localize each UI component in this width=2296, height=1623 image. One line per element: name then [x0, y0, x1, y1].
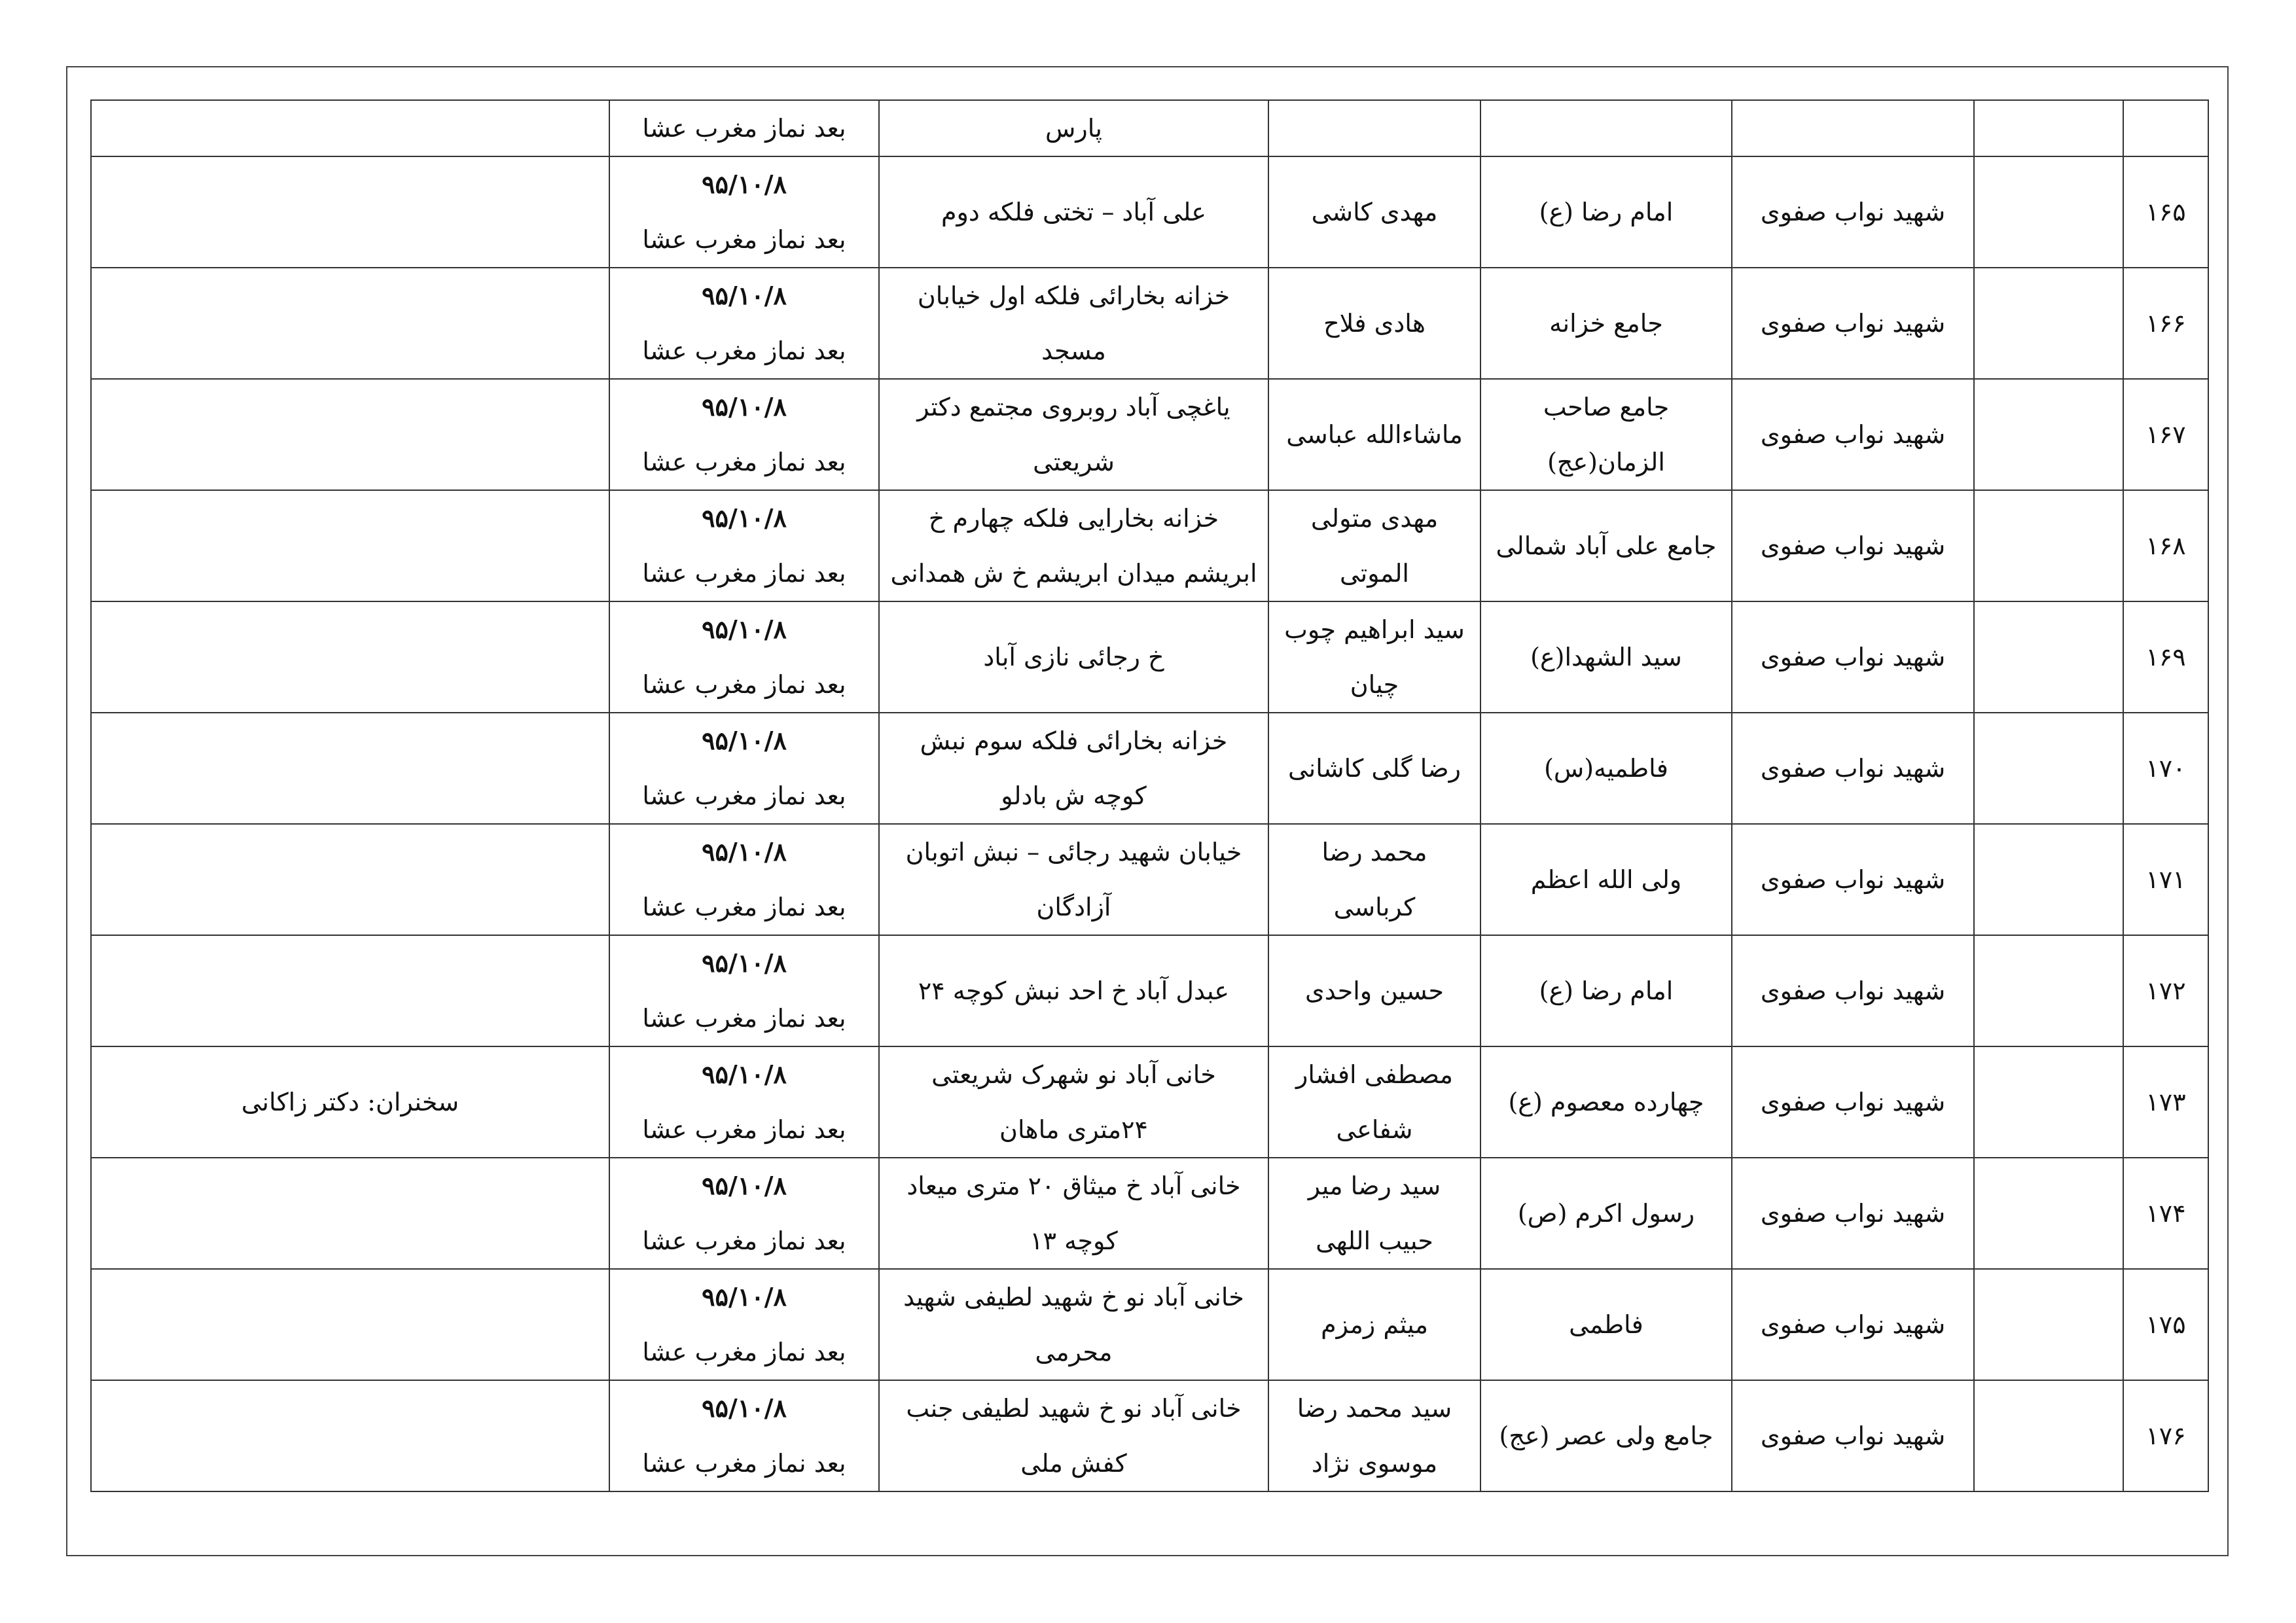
imam-name: رضا گلی کاشانی — [1287, 754, 1462, 783]
mosque-cell — [1480, 713, 1732, 824]
table-row — [91, 1158, 2208, 1269]
table-row — [91, 100, 2208, 156]
date-text: ۹۵/۱۰/۸ — [702, 615, 787, 644]
table-row — [91, 379, 2208, 490]
table-row — [91, 1380, 2208, 1491]
mosque-cell — [1480, 490, 1732, 601]
mosque-name: امام رضا (ع) — [1539, 198, 1674, 226]
note-text: سخنران: دکتر زاکانی — [241, 1088, 459, 1116]
imam-name: سید ابراهیم چوب چیان — [1284, 615, 1465, 699]
datetime-cell — [609, 824, 879, 935]
imam-name: هادی فلاح — [1323, 309, 1426, 338]
row-number-cell — [2123, 490, 2208, 601]
note-cell — [91, 1046, 609, 1158]
time-text: بعد نماز مغرب عشا — [642, 1115, 846, 1144]
district-name: شهید نواب صفوی — [1760, 1088, 1946, 1116]
date-text: ۹۵/۱۰/۸ — [702, 281, 787, 310]
district-cell — [1732, 1158, 1974, 1269]
table-body — [91, 100, 2208, 1491]
datetime-cell — [609, 935, 879, 1046]
time-text: بعد نماز مغرب عشا — [642, 114, 846, 143]
mosque-name: ولی الله اعظم — [1530, 865, 1682, 894]
datetime-cell — [609, 156, 879, 268]
row-number: ۱۷۱ — [2145, 865, 2186, 894]
address-cell — [879, 1046, 1268, 1158]
district-cell — [1732, 490, 1974, 601]
address-cell — [879, 713, 1268, 824]
mosque-cell — [1480, 268, 1732, 379]
district-cell — [1732, 100, 1974, 156]
imam-name: مصطفی افشار شفاعی — [1295, 1060, 1453, 1144]
note-cell — [91, 1158, 609, 1269]
date-text: ۹۵/۱۰/۸ — [702, 726, 787, 755]
mosque-name: فاطمیه(س) — [1544, 754, 1668, 783]
mosque-cell — [1480, 379, 1732, 490]
empty-cell — [1974, 156, 2123, 268]
district-cell — [1732, 1269, 1974, 1380]
row-number-cell — [2123, 601, 2208, 713]
note-cell — [91, 268, 609, 379]
district-name: شهید نواب صفوی — [1760, 531, 1946, 560]
mosque-cell — [1480, 100, 1732, 156]
table-row — [91, 1269, 2208, 1380]
row-number: ۱۶۸ — [2145, 531, 2186, 560]
note-cell — [91, 490, 609, 601]
table-row — [91, 1046, 2208, 1158]
district-name: شهید نواب صفوی — [1760, 754, 1946, 783]
datetime-cell — [609, 379, 879, 490]
district-cell — [1732, 1380, 1974, 1491]
address-text: پارس — [1045, 114, 1102, 143]
date-text: ۹۵/۱۰/۸ — [702, 837, 787, 866]
row-number-cell — [2123, 713, 2208, 824]
mosque-cell — [1480, 1046, 1732, 1158]
imam-name: مهدی کاشی — [1311, 198, 1438, 226]
address-text: عبدل آباد خ احد نبش کوچه ۲۴ — [918, 976, 1230, 1005]
mosque-cell — [1480, 1380, 1732, 1491]
row-number-cell — [2123, 268, 2208, 379]
imam-cell — [1268, 490, 1480, 601]
mosque-name: چهارده معصوم (ع) — [1508, 1088, 1704, 1116]
date-text: ۹۵/۱۰/۸ — [702, 503, 787, 533]
imam-cell — [1268, 601, 1480, 713]
district-name: شهید نواب صفوی — [1760, 420, 1946, 449]
row-number-cell — [2123, 156, 2208, 268]
district-name: شهید نواب صفوی — [1760, 1310, 1946, 1339]
row-number: ۱۷۶ — [2145, 1421, 2186, 1450]
mosque-name: سید الشهدا(ع) — [1530, 643, 1682, 671]
time-text: بعد نماز مغرب عشا — [642, 670, 846, 699]
mosque-cell — [1480, 824, 1732, 935]
datetime-cell — [609, 268, 879, 379]
address-cell — [879, 268, 1268, 379]
datetime-cell — [609, 1046, 879, 1158]
imam-name: سید محمد رضا موسوی نژاد — [1297, 1394, 1452, 1478]
empty-cell — [1974, 379, 2123, 490]
address-text: یاغچی آباد روبروی مجتمع دکتر شریعتی — [917, 393, 1230, 476]
district-cell — [1732, 156, 1974, 268]
row-number: ۱۷۰ — [2145, 754, 2186, 783]
empty-cell — [1974, 1380, 2123, 1491]
address-cell — [879, 601, 1268, 713]
note-cell — [91, 379, 609, 490]
note-cell — [91, 100, 609, 156]
mosque-cell — [1480, 1158, 1732, 1269]
address-text: خانی آباد نو شهرک شریعتی ۲۴متری ماهان — [931, 1060, 1216, 1144]
district-name: شهید نواب صفوی — [1760, 643, 1946, 671]
time-text: بعد نماز مغرب عشا — [642, 225, 846, 254]
datetime-cell — [609, 490, 879, 601]
mosque-cell — [1480, 156, 1732, 268]
row-number: ۱۷۴ — [2145, 1199, 2186, 1228]
time-text: بعد نماز مغرب عشا — [642, 1449, 846, 1478]
mosque-name: جامع علی آباد شمالی — [1496, 531, 1717, 560]
district-name: شهید نواب صفوی — [1760, 198, 1946, 226]
empty-cell — [1974, 100, 2123, 156]
row-number: ۱۶۷ — [2145, 420, 2186, 449]
table-row — [91, 490, 2208, 601]
mosque-name: جامع صاحب الزمان(عج) — [1543, 393, 1670, 476]
district-cell — [1732, 824, 1974, 935]
date-text: ۹۵/۱۰/۸ — [702, 1171, 787, 1200]
row-number: ۱۶۶ — [2145, 309, 2186, 338]
row-number: ۱۷۵ — [2145, 1310, 2186, 1339]
row-number: ۱۶۵ — [2145, 198, 2186, 226]
address-text: خیابان شهید رجائی – نبش اتوبان آزادگان — [905, 838, 1242, 921]
mosque-name: امام رضا (ع) — [1539, 976, 1674, 1005]
row-number-cell — [2123, 1380, 2208, 1491]
district-cell — [1732, 601, 1974, 713]
row-number-cell — [2123, 1269, 2208, 1380]
district-cell — [1732, 713, 1974, 824]
row-number-cell — [2123, 379, 2208, 490]
empty-cell — [1974, 601, 2123, 713]
mosque-name: فاطمی — [1569, 1310, 1643, 1339]
address-cell — [879, 490, 1268, 601]
address-text: خانی آباد خ میثاق ۲۰ متری میعاد کوچه ۱۳ — [906, 1171, 1241, 1255]
imam-name: ماشاءالله عباسی — [1286, 420, 1463, 449]
time-text: بعد نماز مغرب عشا — [642, 448, 846, 476]
mosque-name: جامع ولی عصر (عج) — [1499, 1421, 1713, 1450]
imam-cell — [1268, 268, 1480, 379]
address-text: خزانه بخارائی فلکه سوم نبش کوچه ش بادلو — [920, 726, 1228, 810]
row-number-cell — [2123, 100, 2208, 156]
imam-name: میثم زمزم — [1321, 1310, 1428, 1339]
date-text: ۹۵/۱۰/۸ — [702, 1060, 787, 1089]
note-cell — [91, 713, 609, 824]
address-cell — [879, 1380, 1268, 1491]
address-cell — [879, 1158, 1268, 1269]
address-cell — [879, 156, 1268, 268]
datetime-cell — [609, 1269, 879, 1380]
imam-cell — [1268, 1046, 1480, 1158]
address-cell — [879, 935, 1268, 1046]
note-cell — [91, 824, 609, 935]
district-name: شهید نواب صفوی — [1760, 1199, 1946, 1228]
mosque-cell — [1480, 1269, 1732, 1380]
time-text: بعد نماز مغرب عشا — [642, 1004, 846, 1033]
district-cell — [1732, 935, 1974, 1046]
district-name: شهید نواب صفوی — [1760, 309, 1946, 338]
empty-cell — [1974, 824, 2123, 935]
district-cell — [1732, 379, 1974, 490]
imam-name: محمد رضا کرباسی — [1321, 838, 1427, 921]
datetime-cell — [609, 100, 879, 156]
mosque-name: رسول اکرم (ص) — [1517, 1199, 1695, 1228]
table-row — [91, 601, 2208, 713]
imam-cell — [1268, 156, 1480, 268]
note-cell — [91, 1380, 609, 1491]
note-cell — [91, 1269, 609, 1380]
imam-name: سید رضا میر حبیب اللهی — [1308, 1171, 1441, 1255]
imam-cell — [1268, 713, 1480, 824]
row-number-cell — [2123, 935, 2208, 1046]
imam-cell — [1268, 1158, 1480, 1269]
imam-cell — [1268, 1380, 1480, 1491]
empty-cell — [1974, 1046, 2123, 1158]
time-text: بعد نماز مغرب عشا — [642, 1338, 846, 1366]
schedule-table — [90, 99, 2209, 1492]
district-name: شهید نواب صفوی — [1760, 976, 1946, 1005]
mosque-name: جامع خزانه — [1549, 309, 1663, 338]
district-name: شهید نواب صفوی — [1760, 1421, 1946, 1450]
address-text: خ رجائی نازی آباد — [983, 643, 1164, 671]
empty-cell — [1974, 935, 2123, 1046]
time-text: بعد نماز مغرب عشا — [642, 893, 846, 921]
imam-cell — [1268, 935, 1480, 1046]
address-text: خانی آباد نو خ شهید لطیفی شهید محرمی — [903, 1283, 1244, 1366]
note-cell — [91, 156, 609, 268]
time-text: بعد نماز مغرب عشا — [642, 336, 846, 365]
table-row — [91, 713, 2208, 824]
address-cell — [879, 824, 1268, 935]
address-text: خانی آباد نو خ شهید لطیفی جنب کفش ملی — [906, 1394, 1242, 1478]
datetime-cell — [609, 601, 879, 713]
imam-cell — [1268, 824, 1480, 935]
note-cell — [91, 935, 609, 1046]
mosque-cell — [1480, 935, 1732, 1046]
table-row — [91, 824, 2208, 935]
imam-name: حسین واحدی — [1305, 976, 1444, 1005]
datetime-cell — [609, 1158, 879, 1269]
imam-cell — [1268, 1269, 1480, 1380]
imam-cell — [1268, 100, 1480, 156]
address-cell — [879, 100, 1268, 156]
row-number: ۱۶۹ — [2145, 643, 2186, 671]
date-text: ۹۵/۱۰/۸ — [702, 392, 787, 421]
address-cell — [879, 1269, 1268, 1380]
date-text: ۹۵/۱۰/۸ — [702, 1282, 787, 1311]
imam-name: مهدی متولی الموتی — [1310, 504, 1439, 588]
district-cell — [1732, 1046, 1974, 1158]
datetime-cell — [609, 1380, 879, 1491]
empty-cell — [1974, 490, 2123, 601]
empty-cell — [1974, 713, 2123, 824]
address-text: علی آباد – تختی فلکه دوم — [941, 198, 1207, 226]
row-number: ۱۷۲ — [2145, 976, 2186, 1005]
datetime-cell — [609, 713, 879, 824]
district-name: شهید نواب صفوی — [1760, 865, 1946, 894]
row-number-cell — [2123, 1158, 2208, 1269]
empty-cell — [1974, 1269, 2123, 1380]
empty-cell — [1974, 268, 2123, 379]
table-row — [91, 268, 2208, 379]
address-text: خزانه بخارایی فلکه چهارم خ ابریشم میدان ابریشم خ ش همدانی — [890, 504, 1257, 588]
table-row — [91, 156, 2208, 268]
time-text: بعد نماز مغرب عشا — [642, 1226, 846, 1255]
row-number-cell — [2123, 1046, 2208, 1158]
table-row — [91, 935, 2208, 1046]
row-number-cell — [2123, 824, 2208, 935]
date-text: ۹۵/۱۰/۸ — [702, 1393, 787, 1423]
date-text: ۹۵/۱۰/۸ — [702, 169, 787, 199]
time-text: بعد نماز مغرب عشا — [642, 559, 846, 588]
empty-cell — [1974, 1158, 2123, 1269]
address-text: خزانه بخارائی فلکه اول خیابان مسجد — [917, 281, 1230, 365]
mosque-cell — [1480, 601, 1732, 713]
date-text: ۹۵/۱۰/۸ — [702, 948, 787, 978]
address-cell — [879, 379, 1268, 490]
district-cell — [1732, 268, 1974, 379]
imam-cell — [1268, 379, 1480, 490]
time-text: بعد نماز مغرب عشا — [642, 781, 846, 810]
note-cell — [91, 601, 609, 713]
row-number: ۱۷۳ — [2145, 1088, 2186, 1116]
